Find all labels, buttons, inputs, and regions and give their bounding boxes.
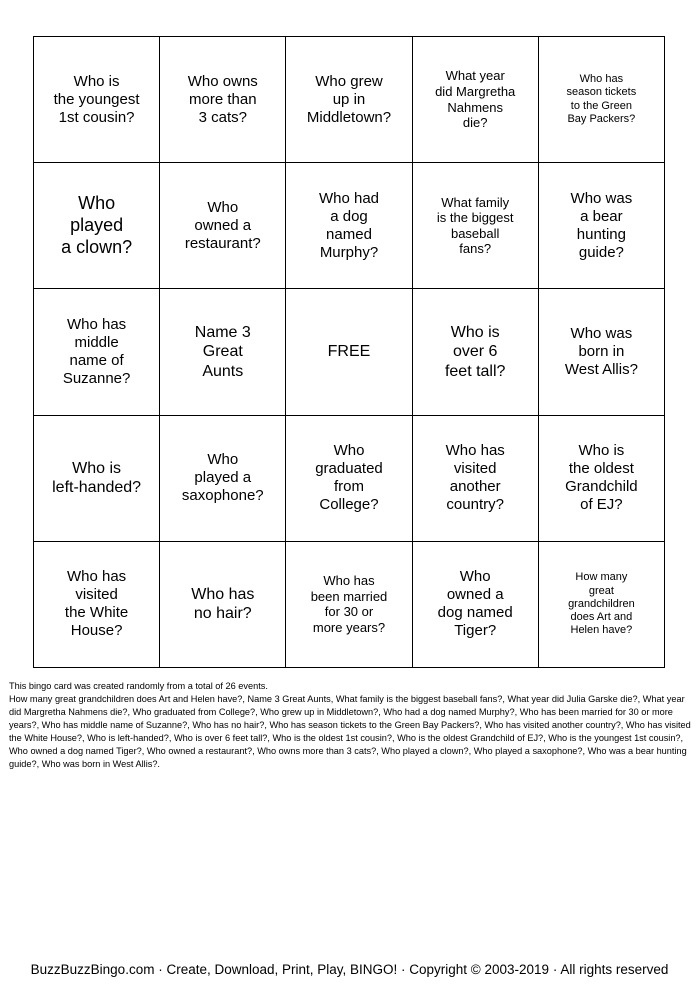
bingo-cell: Who grew up in Middletown? bbox=[286, 37, 412, 163]
bingo-grid bbox=[33, 36, 665, 668]
bingo-cell: Who played a saxophone? bbox=[160, 416, 286, 542]
bingo-cell: Who has been married for 30 or more years? bbox=[286, 542, 412, 668]
bingo-cell: Who had a dog named Murphy? bbox=[286, 163, 412, 289]
bingo-cell: Who has season tickets to the Green Bay Packers? bbox=[539, 37, 665, 163]
bingo-cell: Who owned a dog named Tiger? bbox=[413, 542, 539, 668]
bingo-cell: What family is the biggest baseball fans? bbox=[413, 163, 539, 289]
bingo-cell: Who owned a restaurant? bbox=[160, 163, 286, 289]
card-info bbox=[9, 680, 691, 771]
bingo-cell: Who is the oldest Grandchild of EJ? bbox=[539, 416, 665, 542]
bingo-cell: Who has middle name of Suzanne? bbox=[34, 289, 160, 415]
bingo-cell: Who played a clown? bbox=[34, 163, 160, 289]
bingo-cell: Who graduated from College? bbox=[286, 416, 412, 542]
free-space: FREE bbox=[286, 289, 412, 415]
bingo-cell: Who has visited another country? bbox=[413, 416, 539, 542]
bingo-cell: Who is over 6 feet tall? bbox=[413, 289, 539, 415]
bingo-cell: Who has no hair? bbox=[160, 542, 286, 668]
footer-copyright: BuzzBuzzBingo.com · Create, Download, Print, Play, BINGO! · Copyright © 2003-2019 · All rights reserved bbox=[30, 962, 669, 977]
bingo-cell: What year did Margretha Nahmens die? bbox=[413, 37, 539, 163]
bingo-cell: Who is the youngest 1st cousin? bbox=[34, 37, 160, 163]
bingo-cell: Who was born in West Allis? bbox=[539, 289, 665, 415]
bingo-cell: Who was a bear hunting guide? bbox=[539, 163, 665, 289]
bingo-cell: Who has visited the White House? bbox=[34, 542, 160, 668]
info-event-list: How many great grandchildren does Art and Helen have?, Name 3 Great Aunts, What family is the biggest baseball fans?, What year did Julia Garske die?, What year did Margretha Nahmens die?, Who graduated from College?, Who grew up in Middletown?, Who had a dog named Murphy?, Who has been married for 30 or more years?, Who has middle name of Suzanne?, Who has no hair?, Who has season tickets to the Green Bay Packers?, Who has visited another country?, Who has visited the White House?, Who is left-handed?, Who is over 6 feet tall?, Who is the oldest 1st cousin?, Who is the oldest Grandchild of EJ?, Who is the youngest 1st cousin?, Who owned a dog named Tiger?, Who owned a restaurant?, Who owns more than 3 cats?, Who played a clown?, Who played a saxophone?, Who was a bear hunting guide?, Who was born in West Allis?. bbox=[9, 694, 691, 769]
bingo-cell: How many great grandchildren does Art and Helen have? bbox=[539, 542, 665, 668]
bingo-cell: Who owns more than 3 cats? bbox=[160, 37, 286, 163]
info-summary: This bingo card was created randomly from a total of 26 events. bbox=[9, 681, 268, 691]
bingo-cell: Name 3 Great Aunts bbox=[160, 289, 286, 415]
bingo-cell: Who is left-handed? bbox=[34, 416, 160, 542]
